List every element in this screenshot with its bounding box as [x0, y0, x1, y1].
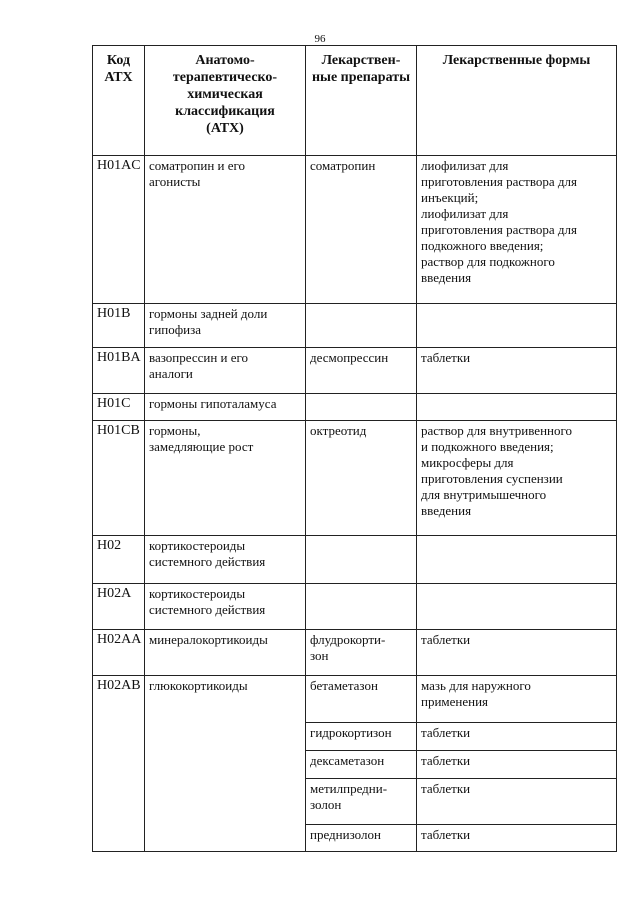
header-code: Код АТХ	[93, 46, 145, 156]
table-row	[93, 156, 617, 304]
row-forms: лиофилизат для приготовления раствора для инъекций; лиофилизат для приготовления раствора для подкожного введения; раствор для подкожного введения	[417, 156, 617, 304]
row-classification: минералокортикоиды	[145, 630, 306, 676]
table-row	[93, 348, 617, 394]
row-forms	[417, 304, 617, 348]
row-code: H02AA	[93, 630, 145, 676]
row-classification: гормоны гипоталамуса	[145, 394, 306, 421]
row-forms: таблетки	[417, 348, 617, 394]
row-forms	[417, 584, 617, 630]
row-classification: кортикостероиды системного действия	[145, 584, 306, 630]
row-drug: преднизолон	[306, 825, 417, 852]
row-classification: глюкокортикоиды	[145, 676, 306, 852]
row-forms: таблетки	[417, 723, 617, 751]
row-code: H01C	[93, 394, 145, 421]
row-forms: таблетки	[417, 779, 617, 825]
row-classification: соматропин и его агонисты	[145, 156, 306, 304]
row-forms	[417, 394, 617, 421]
row-drug: гидрокортизон	[306, 723, 417, 751]
table-header-row	[93, 46, 617, 156]
table-row	[93, 584, 617, 630]
row-drug	[306, 394, 417, 421]
row-code: H02	[93, 536, 145, 584]
row-drug: метилпредни- золон	[306, 779, 417, 825]
row-drug: соматропин	[306, 156, 417, 304]
table-row	[93, 394, 617, 421]
row-code: H01CB	[93, 421, 145, 536]
row-classification: гормоны, замедляющие рост	[145, 421, 306, 536]
table-row	[93, 421, 617, 536]
row-code: H01B	[93, 304, 145, 348]
row-drug	[306, 304, 417, 348]
row-code: H02AB	[93, 676, 145, 852]
header-classification: Анатомо- терапевтическо- химическая классификация (АТХ)	[145, 46, 306, 156]
table-row	[93, 630, 617, 676]
table-row	[93, 304, 617, 348]
header-forms: Лекарственные формы	[417, 46, 617, 156]
atc-drug-table	[92, 45, 617, 852]
row-classification: кортикостероиды системного действия	[145, 536, 306, 584]
row-drug: флудрокорти- зон	[306, 630, 417, 676]
table-row	[93, 536, 617, 584]
header-drugs: Лекарствен- ные препараты	[306, 46, 417, 156]
row-drug	[306, 536, 417, 584]
row-drug	[306, 584, 417, 630]
row-forms: мазь для наружного применения	[417, 676, 617, 723]
table-row	[93, 676, 617, 723]
row-forms: таблетки	[417, 751, 617, 779]
row-code: H01BA	[93, 348, 145, 394]
row-drug: дексаметазон	[306, 751, 417, 779]
row-forms: раствор для внутривенного и подкожного введения; микросферы для приготовления суспензии для внутримышечного введения	[417, 421, 617, 536]
row-classification: гормоны задней доли гипофиза	[145, 304, 306, 348]
row-forms: таблетки	[417, 825, 617, 852]
row-drug: десмопрессин	[306, 348, 417, 394]
row-drug: бетаметазон	[306, 676, 417, 723]
row-forms	[417, 536, 617, 584]
row-drug: октреотид	[306, 421, 417, 536]
row-forms: таблетки	[417, 630, 617, 676]
row-code: H01AC	[93, 156, 145, 304]
row-classification: вазопрессин и его аналоги	[145, 348, 306, 394]
row-code: H02A	[93, 584, 145, 630]
page-number: 96	[314, 33, 326, 45]
